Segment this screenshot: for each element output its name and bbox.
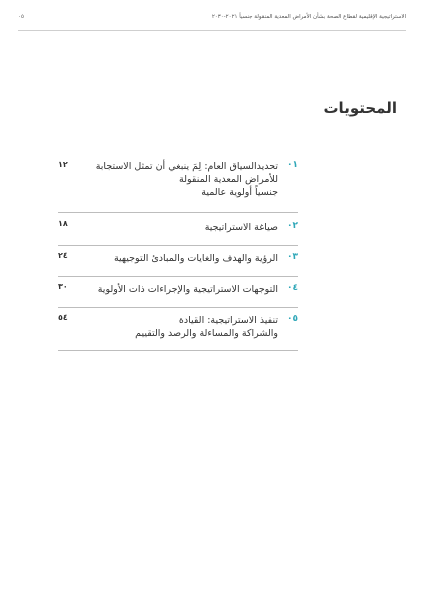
toc-entry-page: ٢٤ [58, 251, 68, 260]
toc-entry-title: تحديدالسياق العام: لِمَ ينبغي أن تمثل الاستجابة للأمراض المعدية المنقولة جنسياً أولوية عالمية [95, 161, 278, 198]
toc-entry-title: الرؤية والهدف والغايات والمبادئ التوجيهية [113, 253, 278, 264]
toc-entry-number: ٠٢ [287, 221, 298, 231]
toc-entry-1[interactable] [58, 156, 298, 213]
toc-title: المحتويات [323, 99, 397, 117]
toc-entry-page: ٥٤ [58, 313, 68, 322]
toc-entry-number: ٠٤ [287, 283, 298, 293]
toc-entry-title: التوجهات الاستراتيجية والإجراءات ذات الأولوية [97, 284, 278, 295]
toc-entry-page: ١٢ [58, 160, 68, 169]
toc-entry-title: تنفيذ الاستراتيجية: القيادة والشراكة والمساءلة والرصد والتقييم [135, 315, 278, 339]
page-header [18, 14, 406, 31]
toc-entry-3[interactable] [58, 246, 298, 277]
toc-entry-number: ٠٥ [287, 314, 298, 324]
running-header-title: الاستراتيجية الإقليمية لقطاع الصحة بشأن الأمراض المعدية المنقولة جنسياً ٢٠٢١-٢٠٣٠ [211, 14, 406, 20]
toc-entry-title: صياغة الاستراتيجية [204, 222, 278, 233]
toc-entry-page: ٣٠ [58, 282, 68, 291]
toc-entry-2[interactable] [58, 213, 298, 246]
table-of-contents [58, 156, 298, 351]
toc-entry-page: ١٨ [58, 219, 68, 228]
page-number: ٠٥ [18, 14, 24, 20]
toc-entry-4[interactable] [58, 277, 298, 308]
toc-entry-number: ٠١ [287, 160, 298, 170]
toc-entry-number: ٠٣ [287, 252, 298, 262]
toc-entry-5[interactable] [58, 308, 298, 351]
